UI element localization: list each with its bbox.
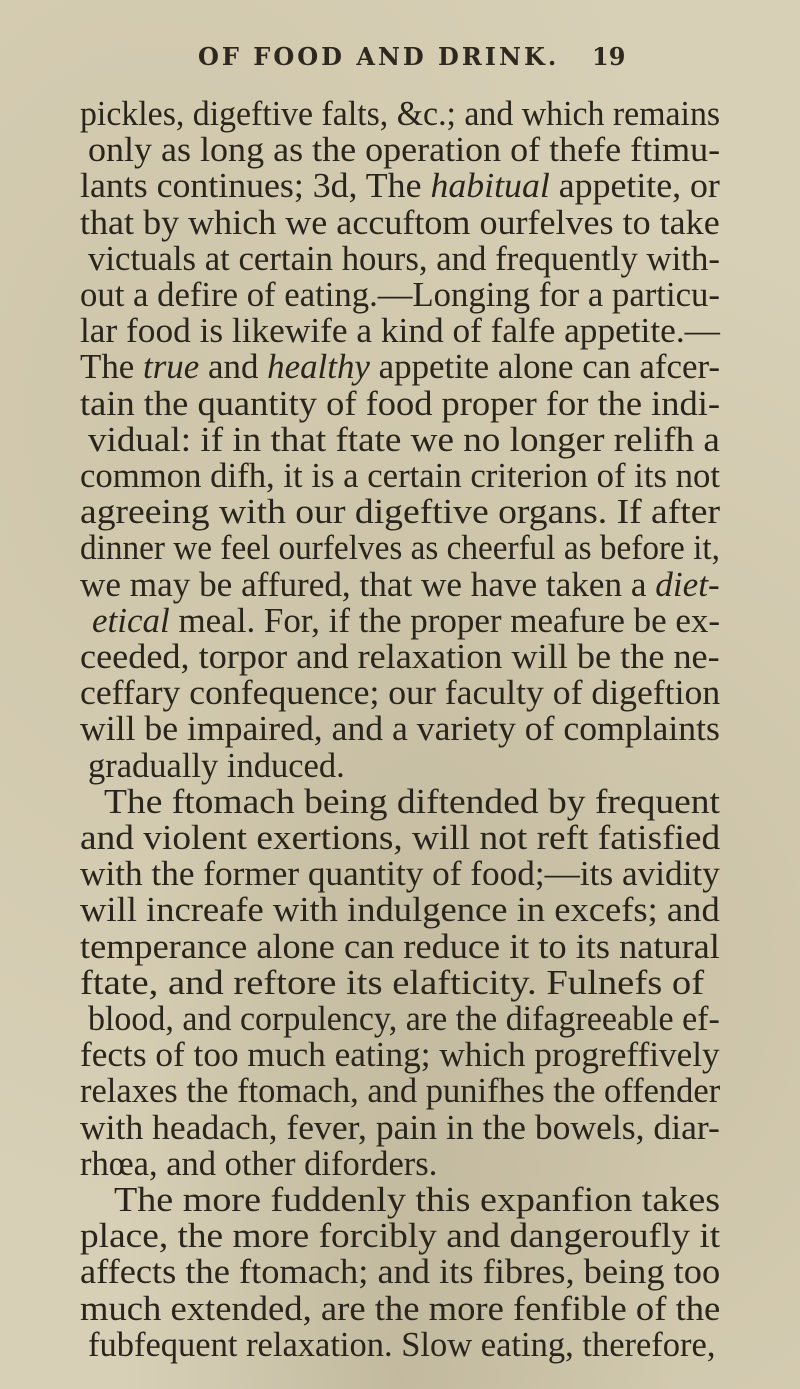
text-line: blood, and corpulency, are the difagreeable ef- <box>88 1000 720 1038</box>
text-line: ceffary confequence; our faculty of digeftion <box>80 674 721 713</box>
text-line: common difh, it is a certain criterion of its not <box>80 457 721 495</box>
text-line: etical meal. For, if the proper meafure be ex- <box>92 601 721 640</box>
text-line: victuals at certain hours, and frequently with- <box>88 239 720 278</box>
text-line: much extended, are the more fenfible of the <box>80 1289 721 1328</box>
text-line: The ftomach being diftended by frequent <box>104 782 720 821</box>
text-line: ceeded, torpor and relaxation will be the ne- <box>80 638 720 676</box>
text-line: lants continues; 3d, The habitual appetite, or <box>80 167 720 206</box>
text-line: tain the quantity of food proper for the indi- <box>80 384 721 423</box>
text-line: with headach, fever, pain in the bowels, diar- <box>80 1108 720 1147</box>
text-line: fubfequent relaxation. Slow eating, therefore, <box>88 1325 716 1364</box>
text-line: affects the ftomach; and its fibres, being too <box>80 1253 721 1292</box>
text-line: The true and healthy appetite alone can afcer- <box>80 348 721 387</box>
text-line: with the former quantity of food;—its avidity <box>80 855 720 894</box>
text-line: we may be affured, that we have taken a diet- <box>80 565 720 604</box>
text-line: dinner we feel ourfelves as cheerful as before it, <box>80 529 720 568</box>
text-line: will increafe with indulgence in excefs; and <box>80 891 720 930</box>
text-line: vidual: if in that ftate we no longer relifh a <box>88 420 720 459</box>
text-line: out a defire of eating.—Longing for a particu- <box>80 276 720 314</box>
text-line: lar food is likewife a kind of falfe appetite.— <box>80 312 720 351</box>
text-line: will be impaired, and a variety of complaints <box>80 710 720 749</box>
running-head <box>198 42 788 82</box>
text-line: agreeing with our digeftive organs. If after <box>80 493 720 532</box>
text-line: relaxes the ftomach, and punifhes the offender <box>80 1072 721 1111</box>
text-line: pickles, digeftive falts, &c.; and which remains <box>80 95 721 133</box>
text-line: rhœa, and other diforders. <box>80 1144 438 1183</box>
text-line: place, the more forcibly and dangeroufly it <box>80 1217 721 1256</box>
text-line: ftate, and reftore its elafticity. Fulnefs of <box>80 963 705 1002</box>
text-line: that by which we accuftom ourfelves to take <box>80 203 720 242</box>
text-line: and violent exertions, will not reft fatisfied <box>80 819 721 857</box>
text-line: gradually induced. <box>88 746 345 785</box>
page-number: 19 <box>592 42 626 71</box>
text-line: temperance alone can reduce it to its natural <box>80 927 720 966</box>
running-title: OF FOOD AND DRINK. <box>198 42 560 71</box>
text-line: The more fuddenly this expanfion takes <box>114 1181 721 1219</box>
text-line: fects of too much eating; which progreffively <box>80 1036 720 1075</box>
text-line: only as long as the operation of thefe ftimu- <box>88 131 721 170</box>
